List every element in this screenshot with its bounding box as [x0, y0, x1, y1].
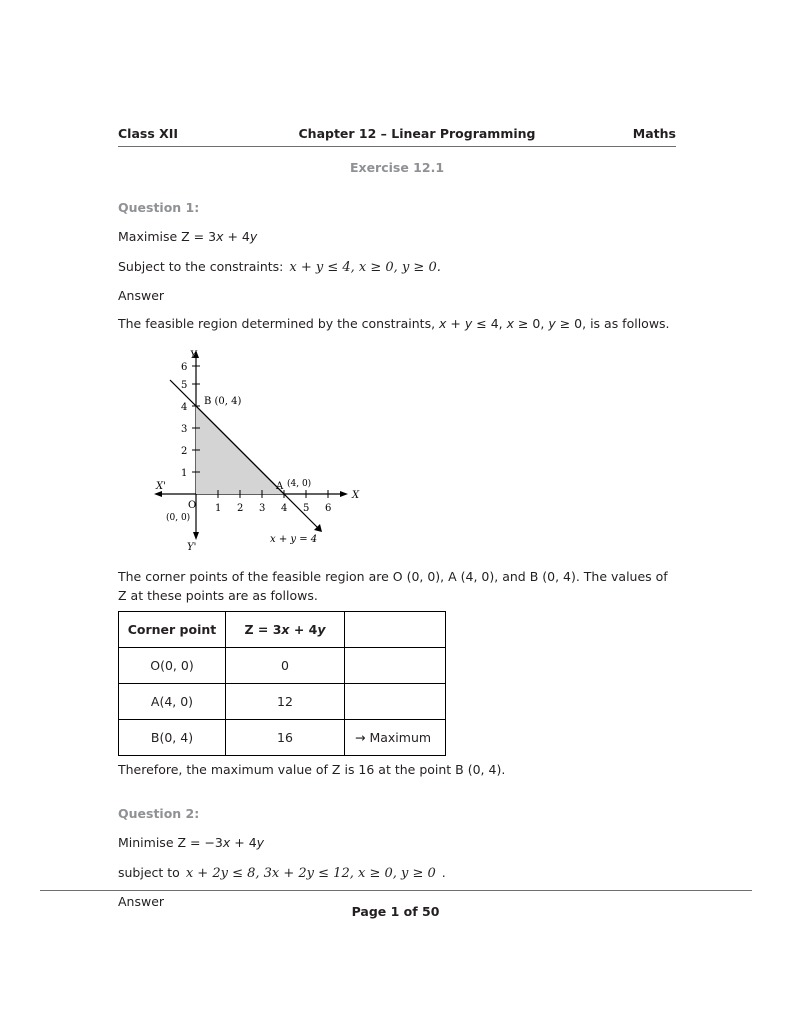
question-1-conclusion: Therefore, the maximum value of Z is 16 at the point B (0, 4). [118, 762, 506, 778]
svg-text:4: 4 [181, 401, 188, 413]
svg-text:4: 4 [281, 502, 288, 514]
table-header-corner-point: Corner point [119, 612, 226, 648]
svg-text:X: X [352, 489, 360, 501]
table-cell-value: 12 [226, 684, 345, 720]
svg-text:Y: Y [190, 349, 197, 361]
header-chapter: Chapter 12 – Linear Programming [298, 126, 536, 141]
svg-text:(4, 0): (4, 0) [287, 478, 312, 489]
svg-text:6: 6 [181, 361, 188, 373]
table-header-row [119, 612, 446, 648]
svg-text:X': X' [156, 480, 166, 492]
exercise-title: Exercise 12.1 [349, 160, 445, 175]
graph-svg [148, 346, 378, 551]
svg-text:2: 2 [237, 502, 244, 514]
svg-text:O: O [188, 499, 197, 511]
table-header-z-value: Z = 3x + 4y [226, 612, 345, 648]
question-1-constraints [118, 259, 678, 275]
svg-text:5: 5 [181, 379, 188, 391]
svg-text:1: 1 [215, 502, 222, 514]
constraints-math: x + 2y ≤ 8, 3x + 2y ≤ 12, x ≥ 0, y ≥ 0 [185, 865, 436, 881]
svg-text:2: 2 [181, 445, 188, 457]
svg-text:(0, 0): (0, 0) [166, 512, 191, 523]
svg-text:A: A [276, 480, 284, 492]
question-1-answer-label: Answer [118, 287, 165, 303]
constraints-intro: subject to [118, 864, 180, 880]
svg-text:3: 3 [259, 502, 266, 514]
table-cell-note: → Maximum [345, 720, 446, 756]
svg-text:Y': Y' [187, 541, 197, 551]
svg-text:B (0, 4): B (0, 4) [204, 395, 242, 407]
table-cell-corner: A(4, 0) [119, 684, 226, 720]
svg-text:1: 1 [181, 467, 188, 479]
question-2-label: Question 2: [118, 805, 200, 821]
table-row [119, 684, 446, 720]
header-subject: Maths [632, 126, 676, 141]
table-header-note [345, 612, 446, 648]
table-cell-value: 0 [226, 648, 345, 684]
table-cell-value: 16 [226, 720, 345, 756]
footer-divider [40, 890, 752, 891]
constraints-intro: Subject to the constraints: [118, 258, 284, 274]
page-footer: Page 1 of 50 [351, 904, 440, 919]
document-content [118, 200, 678, 924]
corner-point-table [118, 611, 446, 756]
question-2-constraints [118, 865, 678, 881]
table-row [119, 648, 446, 684]
header-class: Class XII [118, 126, 179, 141]
table-row [119, 720, 446, 756]
svg-text:5: 5 [303, 502, 310, 514]
question-1-objective: Maximise Z = 3x + 4y [118, 229, 258, 244]
table-cell-corner: B(0, 4) [119, 720, 226, 756]
table-cell-note [345, 684, 446, 720]
question-1-corner-text: The corner points of the feasible region are O (0, 0), A (4, 0), and B (0, 4). The values of Z at these points are as follows. [118, 568, 668, 603]
question-2-answer-label: Answer [118, 893, 165, 909]
question-1-label: Question 1: [118, 200, 200, 215]
svg-text:6: 6 [325, 502, 332, 514]
page-header [118, 126, 676, 147]
constraints-period: . [441, 864, 446, 880]
feasible-region-graph [118, 346, 678, 555]
svg-text:x + y = 4: x + y = 4 [270, 533, 318, 545]
constraints-math: x + y ≤ 4, x ≥ 0, y ≥ 0. [289, 259, 441, 275]
table-cell-corner: O(0, 0) [119, 648, 226, 684]
question-2-objective: Minimise Z = −3x + 4y [118, 834, 265, 850]
svg-text:3: 3 [181, 423, 188, 435]
table-cell-note [345, 648, 446, 684]
question-1-feasible-text: The feasible region determined by the constraints, x + y ≤ 4, x ≥ 0, y ≥ 0, is as follows. [118, 315, 670, 331]
